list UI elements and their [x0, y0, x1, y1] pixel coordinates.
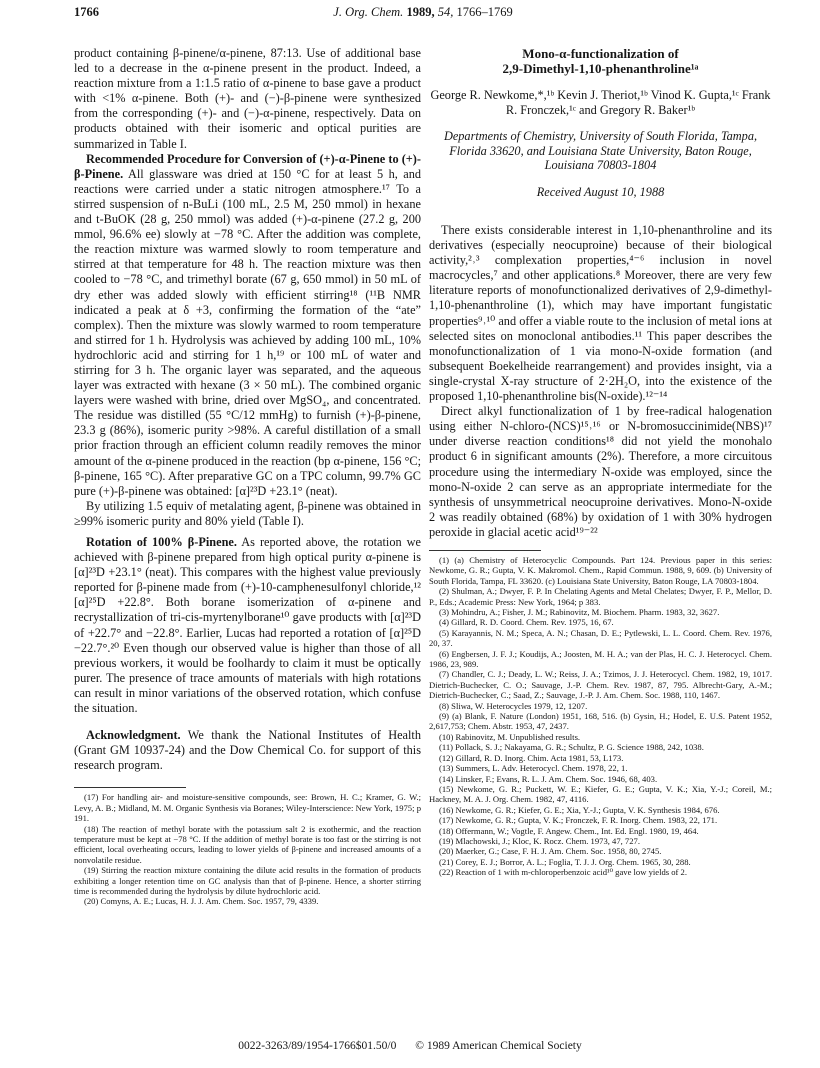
- title-line: Mono-α-functionalization of: [522, 46, 679, 61]
- rotation-heading: Rotation of 100% β-Pinene.: [86, 535, 237, 549]
- right-column: [429, 46, 772, 878]
- footnote: (16) Newkome, G. R.; Kiefer, G. E.; Xia, Y.-J.; Gupta, V. K. Synthesis 1984, 676.: [439, 804, 720, 815]
- journal-year: 1989,: [406, 5, 435, 19]
- acknowledgment-paragraph: [74, 728, 421, 773]
- footnote: (2) Shulman, A.; Dwyer, F. P. In Chelating Agents and Metal Chelates; Dwyer, F. P., Mellor, D. P., Eds.; Academic Press: New York, 1964; p 383.: [429, 586, 772, 607]
- procedure-heading: Recommended Procedure for Conversion of (+)-α-Pinene to (+)-β-Pinene.: [74, 151, 421, 181]
- issn-code: 0022-3263/89/1954-1766$01.50/0: [238, 1040, 397, 1052]
- procedure-text: All glassware was dried at 150 °C for at least 5 h, and reactions were carried under a static nitrogen atmosphere.¹⁷ To a stirred suspension of n-BuLi (100 mL, 2.5 M, 250 mmol) in hexane and t-BuOK (28 g, 250 mmol) was added (+)-α-pinene (27.2 g, 200 mmol, 96.6% ee) slowly at −78 °C. After the addition was complete, the reaction mixture was warmed slowly to room temperature and stirred at that temperature for 48 h. The reaction mixture was then cooled to −78 °C, and trimethyl borate (67 g, 650 mmol) in 50 mL of dry ether was added slowly with efficient stirring¹⁸ (¹¹B NMR indicated a peak at δ +3, confirming the formation of the “ate” complex). Then the mixture was slowly warmed to room temperature and stirred for 1 h. Hydrolysis was achieved by adding 100 mL, 10% hydrochloric acid and stirring for 1 h,¹⁹ or 100 mL of water and stirring for 3 h. The organic layer was separated, and the aqueous layer was extracted with hexane (3 × 50 mL). The combined organic layers were washed with brine, dried over MgSO₄, and concentrated. The residue was distilled (55 °C/12 mmHg) to furnish (+)-β-pinene, 23.3 g (86%), isomeric purity >98%. A careful distillation of a small prior fraction through an efficient column readily removes the minor amount of the α-pinene produced in the reaction (bp α-pinene, 156 °C; β-pinene, 165 °C). After preparative GC on a TPC column, 99.7% GC pure (+)-β-pinene was obtained: [α]²³D +23.1° (neat).: [74, 166, 421, 498]
- footnote: (10) Rabinovitz, M. Unpublished results.: [439, 731, 581, 742]
- rotation-paragraph: [74, 535, 421, 716]
- footnote: (17) For handling air- and moisture-sensitive compounds, see: Brown, H. C.; Kramer, G. W.; Levy, A. B.; Midland, M. M. Organic Synthesis via Boranes; Wiley-Interscience: New York, 1975; p 191.: [74, 792, 421, 824]
- footnote: (12) Gillard, R. D. Inorg. Chim. Acta 1981, 53, L173.: [439, 752, 624, 763]
- rotation-text: As reported above, the rotation we achieved with β-pinene prepared from high optical purity α-pinene is [α]²³D +23.1° (neat). This compares with the highest value previously reported for β-pinene made from (+)-10-camphenesulfonyl chloride,¹² [α]²⁵D +22.8°. Both borane isomerization of α-pinene and recrystallization of tri-cis-myrtenylborane¹⁰ gave products with [α]²³D of +22.7° and −22.8°. Earlier, Lucas had reported a rotation of [α]²⁵D −22.7°.²⁰ Even though our observed value is higher than those of all previous workers, it would be foolhardy to claim it must be optically purer. The presence of trace amounts of materials with high rotations can result in minor variations of the observed rotation, which confuse the situation.: [74, 535, 421, 716]
- title-line: 2,9-Dimethyl-1,10-phenanthroline¹ᵃ: [502, 61, 699, 76]
- journal-pages: 1766–1769: [456, 5, 513, 19]
- journal-volume: 54,: [437, 5, 454, 19]
- received-date: Received August 10, 1988: [536, 184, 665, 199]
- paragraph-continued: product containing β-pinene/α-pinene, 87:13. Use of additional base led to a decrease in the α-pinene present in the product. Indeed, a reaction mixture from a 1:1.5 ratio of α-pinene to base gave a product with <1% α-pinene. Both (+)- and (−)-β-pinene were synthesized from the corresponding (+)- and (−)-α-pinene, respectively. Data on products obtained with their isomeric and optical purities are summarized in Table I.: [74, 46, 421, 151]
- footnote-rule: [429, 550, 541, 551]
- footnote: (19) Mlachowski, J.; Kloc, K. Rocz. Chem. 1973, 47, 727.: [439, 835, 640, 846]
- footnote-rule: [74, 787, 186, 788]
- affiliation: Departments of Chemistry, University of South Florida, Tampa, Florida 33620, and Louisiana State University, Baton Rouge, Louisiana 70803-1804: [443, 129, 758, 172]
- copyright-notice: © 1989 American Chemical Society: [415, 1040, 582, 1052]
- acknowledgment-heading: Acknowledgment.: [86, 728, 181, 743]
- right-footnotes: [429, 550, 772, 878]
- left-column: [74, 46, 421, 907]
- footnote: (20) Maerker, G.; Case, F. H. J. Am. Chem. Soc. 1958, 80, 2745.: [439, 846, 662, 857]
- footnote: (6) Engbersen, J. F. J.; Koudijs, A.; Joosten, M. H. A.; van der Plas, H. C. J. Heterocycl. Chem. 1986, 23, 989.: [429, 648, 772, 670]
- footnote: (17) Newkome, G. R.; Gupta, V. K.; Fronczek, F. R. Inorg. Chem. 1983, 22, 171.: [439, 815, 718, 826]
- procedure-paragraph: [74, 152, 421, 499]
- page-number: 1766: [74, 5, 99, 19]
- footnote: (11) Pollack, S. J.; Nakayama, G. R.; Schultz, P. G. Science 1988, 242, 1038.: [439, 742, 704, 753]
- author-list: George R. Newkome,*,¹ᵇ Kevin J. Theriot,¹ᵇ Vinod K. Gupta,¹ᶜ Frank R. Fronczek,¹ᶜ and Gregory R. Baker¹ᵇ: [430, 88, 771, 117]
- footnote: (15) Newkome, G. R.; Puckett, W. E.; Kiefer, G. E.; Gupta, V. K.; Xia, Y.-J.; Coreil, M.; Hackney, M. A. J. Org. Chem. 1982, 47, 4116.: [429, 783, 772, 805]
- footnote: (18) The reaction of methyl borate with the potassium salt 2 is exothermic, and the reaction temperature must be kept at −78 °C. If the addition of methyl borate is too fast or the stirring is not efficient, local overheating occurs, leading to lower yields of β-pinene and increased amounts of a nonvolatile residue.: [74, 823, 421, 865]
- footnote: (8) Sliwa, W. Heterocycles 1979, 12, 1207.: [439, 700, 588, 711]
- footnote: (7) Chandler, C. J.; Deady, L. W.; Reiss, J. A.; Tzimos, J. J. Heterocycl. Chem. 1982, 19, 1017. Dietrich-Buchecker, C. O.; Sauvage, J.-P. Chem. Rev. 1987, 87, 795. Albrecht-Gary, A.-M.; Dietrich-Buchecker, C.; Saad, Z.; Sauvage, J.-P. J. Am. Chem. Soc. 1988, 110, 1467.: [429, 669, 772, 701]
- footnote: (14) Linsker, F.; Evans, R. L. J. Am. Chem. Soc. 1946, 68, 403.: [439, 773, 658, 784]
- journal-citation: [74, 5, 772, 20]
- journal-name: J. Org. Chem.: [333, 5, 404, 19]
- footnote: (5) Karayannis, N. M.; Speca, A. N.; Chasan, D. E.; Pytlewski, L. L. Coord. Chem. Rev. 1976, 20, 37.: [429, 627, 772, 649]
- acknowledgment-text: We thank the National Institutes of Health (Grant GM 10937-24) and the Dow Chemical Co. for support of this research program.: [74, 728, 421, 773]
- footnote: (20) Comyns, A. E.; Lucas, H. J. J. Am. Chem. Soc. 1957, 79, 4339.: [84, 896, 319, 907]
- footnote: (13) Summers, L. Adv. Heterocycl. Chem. 1978, 22, 1.: [439, 763, 628, 774]
- page-footer: [0, 1040, 820, 1052]
- body-paragraph: Direct alkyl functionalization of 1 by free-radical halogenation using either N-chloro-(NCS)¹⁵˒¹⁶ or N-bromosuccinimide(NBS)¹⁷ under diverse reaction conditions¹⁸ did not yield the monohalo product 6 in significant amounts (2%). Therefore, a more circuitous procedure using the intermediary N-oxide was employed, since the mono-N-oxide 2 can serve as an appropriate intermediate for the synthesis of unsymmetrical neocuproine derivatives. Mono-N-oxide 2 was readily obtained (68%) by oxidation of 1 with 30% hydrogen peroxide in glacial acetic acid¹⁹⁻²²: [429, 404, 772, 539]
- footnote: (4) Gillard, R. D. Coord. Chem. Rev. 1975, 16, 67.: [439, 617, 614, 628]
- metalating-paragraph: By utilizing 1.5 equiv of metalating agent, β-pinene was obtained in ≥99% isomeric purity and 80% yield (Table I).: [74, 498, 421, 528]
- footnote: (3) Mohindru, A.; Fisher, J. M.; Rabinovitz, M. Biochem. Pharm. 1983, 32, 3627.: [439, 607, 720, 617]
- footnote: (1) (a) Chemistry of Heterocyclic Compounds. Part 124. Previous paper in this series: Newkome, G. R.; Gupta, V. K. Makromol. Chem., Rapid Commun. 1988, 9, 609. (b) University of South Florida, Tampa, FL 33620. (c) Louisiana State University, Baton Rouge, LA 70803-1804.: [429, 554, 772, 586]
- left-footnotes: [74, 787, 421, 906]
- article-title: [429, 46, 772, 76]
- footnote: (18) Offermann, W.; Vogtle, F. Angew. Chem., Int. Ed. Engl. 1980, 19, 464.: [439, 825, 699, 836]
- footnote: (21) Corey, E. J.; Borror, A. L.; Foglia, T. J. J. Org. Chem. 1965, 30, 288.: [439, 856, 691, 867]
- running-header: [74, 5, 772, 21]
- footnote: (19) Stirring the reaction mixture containing the dilute acid results in the formation of products exhibiting a longer retention time on GC analysis than that of β-pinene. Hence, a shorter stirring time is recommended during the hydrolysis by dilute hydrochloric acid.: [74, 865, 421, 897]
- footnote: (9) (a) Blank, F. Nature (London) 1951, 168, 516. (b) Gysin, H.; Hodel, E. U.S. Patent 1952, 2,617,753; Chem. Abstr. 1953, 47, 2437.: [429, 711, 772, 732]
- intro-paragraph: There exists considerable interest in 1,10-phenanthroline and its derivatives (especially neocuproine) because of their biological activity,²˒³ complexation properties,⁴⁻⁶ inclusion in novel macrocycles,⁷ and other applications.⁸ Moreover, there are very few literature reports of monofunctionalized derivatives of 2,9-dimethyl-1,10-phenanthroline (1), which may have important fungistatic properties⁹˒¹⁰ and offer a viable route to the inclusion of metal ions at selected sites on monoclonal antibodies.¹¹ This paper describes the monofunctionalization of 1 via mono-N-oxide formation (and subsequent Boekelheide rearrangement) and provides insight, via a single-crystal X-ray structure of 2·2H₂O, into the existence of the proposed 1,10-phenanthroline bis(N-oxide).¹²⁻¹⁴: [429, 223, 772, 404]
- footnote: (22) Reaction of 1 with m-chloroperbenzoic acid¹⁰ gave low yields of 2.: [439, 867, 688, 878]
